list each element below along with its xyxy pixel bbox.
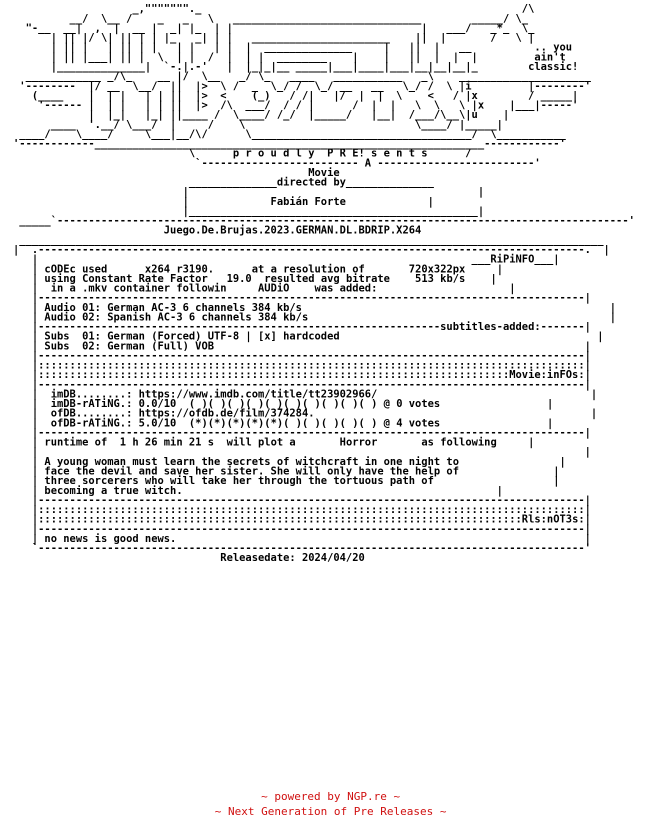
runtime-value: 1 h 26 min 21 s [119, 436, 215, 449]
page-rule-bottom: `-------------------------------------------------------------------------------------------' [50, 215, 635, 228]
imdb-rating-value: 0.0/10 [138, 398, 177, 411]
releasedate-label: Releasedate: [220, 552, 296, 565]
ofdb-link[interactable]: https://ofdb.de/film/374284. [138, 407, 315, 420]
plot-line-1: A young woman must learn the secrets of witchcraft in one night to [44, 456, 459, 469]
plot-label: will plot a [226, 436, 296, 449]
imdb-rating-label: imDB-rATiNG.: [50, 398, 133, 411]
audio-track-02: Audio 02: Spanish AC-3 6 channels 384 kb/s [44, 311, 309, 324]
added-label: was added: [314, 282, 378, 295]
release-notes: no news is good news. [44, 533, 177, 546]
bitrate-value: 513 kb/s [415, 273, 466, 286]
a-label: A [364, 157, 372, 170]
ofdb-label: ofDB........: [50, 407, 133, 420]
powered-by-text[interactable]: ~ powered by NGP.re ~ [261, 790, 401, 803]
section-movie-info: Movie:inFOs: [509, 369, 585, 382]
audio-word: AUDiO [258, 282, 290, 295]
container-label: in a .mkv container followin [50, 282, 227, 295]
plot-line-2: face the devil and save her sister. She will only have the help of [44, 465, 459, 478]
tagline-text: ~ Next Generation of Pre Releases ~ [214, 805, 447, 818]
imdb-rating-stars: ( )( )( )( )( )( )( )( )( )( ) [188, 398, 378, 411]
section-release-notes: Rls:nOT3s: [521, 513, 585, 526]
subtitle-track-02: Subs 02: German (Full) VOB [44, 340, 215, 353]
resolution-label: at a resolution of [251, 263, 365, 276]
logo-divider: '------------______________________________________________________________------------' [13, 138, 566, 151]
crf-label: using Constant Rate Factor [44, 273, 208, 286]
subtitle-track-01: Subs 01: German (Forced) UTF-8 | [x] hardcoded [44, 330, 340, 343]
codec-label: cODEc used [44, 263, 108, 276]
releasedate-value: 2024/04/20 [301, 552, 365, 565]
footer-tagline [0, 791, 648, 819]
nfo-document: _,"""""""._ /\ __/ \__ / _ _ \ ______________________________ _____/ \_ "-__ __| , | __ | _| |_ | | | ___/ _*_ \_ | || |/ \| || | | |_ _| | | ______________________ || | / \ | | || | | || | | | | | | | ______________ | || | __ .. you | || |___| || | \ | | / | | | ________ | | || | | | ain't |______________| `-.|.-' | |_|_|__ _____|___|____|___|__|__|__|_ classic! ____________ _/\_ __ |/ \__ _/ \_ ____ ___________ _\ _____________________ '-------- |/ __ \__/ || |> \ / _ \_/ / \_/ __ __ \_/ / \ |i |--------' (____ | | | | | || |> < (_) / /| |/ | | \ < / |x / _____| '------ | | | | | || |> /\ ___/ / / | / | | \ \ \ |x |___|-----' | |_| |_| ||____ / \____/ /_/ |_____/ |__| /___/\__\|u | ____ '.__/ \___/ | / \ \____/ |_____| ____/ \____/ \___|__/\/ \___________________________________/ \___________ '------------______________________________________________________________------------' \ p r o u d l y P R E! s e n t s / `------------------------- A -------------------------' Movie ______________directed by______________ | | | Fabián Forte | |______________________________________________| _____`-------------------------------------------------------------------------------------------' Juego.De.Brujas.2023.GERMAN.DL.BDRIP.X264 _____________________________________________________________________________________________ | .---------------------------------------------------------------------------------------. | | ___RiPiNFO___| | cODEc used x264 r3190. at a resolution of 720x322px | | using Constant Rate Factor 19.0 resulted avg bitrate 513 kb/s | | in a .mkv container followin AUDiO was added: | |---------------------------------------------------------------------------------------| | Audio 01: German AC-3 6 channels 384 kb/s | | Audio 02: Spanish AC-3 6 channels 384 kb/s | |----------------------------------------------------------------subtitles-added:-------| | Subs 01: German (Forced) UTF-8 | [x] hardcoded | | Subs 02: German (Full) VOB | |---------------------------------------------------------------------------------------| |:::::::::::::::::::::::::::::::::::::::::::::::::::::::::::::::::::::::::::::::::::::::| |:::::::::::::::::::::::::::::::::::::::::::::::::::::::::::::::::::::::::::Movie:inFOs:| |---------------------------------------------------------------------------------------| | imDB........: https://www.imdb.com/title/tt23902966/ | | imDB-rATiNG.: 0.0/10 ( )( )( )( )( )( )( )( )( )( ) @ 0 votes | | ofDB........: https://ofdb.de/film/374284. | | ofDB-rATiNG.: 5.0/10 (*)(*)(*)(*)(*)( )( )( )( )( ) @ 4 votes | |---------------------------------------------------------------------------------------| | runtime of 1 h 26 min 21 s will plot a Horror as following | | | | A young woman must learn the secrets of witchcraft in one night to | | face the devil and save her sister. She will only have the help of | | three sorcerers who will take her through the tortuous path of | | becoming a true witch. | |---------------------------------------------------------------------------------------| |:::::::::::::::::::::::::::::::::::::::::::::::::::::::::::::::::::::::::::::::::::::::| |:::::::::::::::::::::::::::::::::::::::::::::::::::::::::::::::::::::::::::::Rls:nOT3s:| |---------------------------------------------------------------------------------------| | no news is good news. | `---------------------------------------------------------------------------------------' Releasedate: 2024/04/20 [13, 3, 635, 565]
witchcraft-ascii-logo: _,"""""""._ /\ __/ \__ / _ _ \ ______________________________ _____/ \_ "-__ __| , | __ | _| |_ | | | ___/ _*_ \_ | || |/ \| || | | |_ _| | | ______________________ || | / \ | | || | | || | | | | | | | ______________ | || | __ .. you | || |___| || | \ | | / | | | ________ | | || | | | ain't |______________| `-.|.-' | |_|_|__ _____|___|____|___|__|__|__|_ classic! ____________ _/\_ __ |/ \__ _/ \_ ____ ___________ _\ _____________________ '-------- |/ __ \__/ || |> \ / _ \_/ / \_/ __ __ \_/ / \ |i |--------' (____ | | | | | || |> < (_) / /| |/ | | \ < / |x / _____| '------ | | | | | || |> /\ ___/ / / | / | | \ \ \ |x |___|-----' | |_| |_| ||____ / \____/ /_/ |_____/ |__| /___/\__\|u | ____ '.__/ \___/ | / \ \____/ |_____| ____/ \____/ \___|__/\/ \___________________________________/ \___________ [19, 3, 591, 141]
ofdb-rating-stars: (*)(*)(*)(*)(*)( )( )( )( )( ) [188, 417, 378, 430]
movie-label: Movie [308, 167, 340, 180]
codec-value: x264 r3190. [144, 263, 215, 276]
ofdb-rating-value: 5.0/10 [138, 417, 177, 430]
subtitles-added-label: subtitles-added: [440, 321, 541, 334]
info-box-top: ___________________________________________________________________________________________ [25, 234, 598, 247]
ofdb-votes: @ 4 votes [383, 417, 441, 430]
directed-by-label: directed by [276, 176, 346, 189]
imdb-votes: @ 0 votes [383, 398, 441, 411]
imdb-label: imDB........: [50, 388, 133, 401]
resolution-value: 720x322px [408, 263, 466, 276]
ofdb-rating-label: ofDB-rATiNG.: [50, 417, 133, 430]
crf-value: 19.0 [226, 273, 252, 286]
plot-line-3: three sorcerers who will take her through the tortuous path of [44, 475, 434, 488]
genre: Horror [339, 436, 378, 449]
imdb-link[interactable]: https://www.imdb.com/title/tt23902966/ [138, 388, 378, 401]
runtime-label: runtime of [44, 436, 108, 449]
release-name: Juego.De.Brujas.2023.GERMAN.DL.BDRIP.X264 [163, 224, 422, 237]
audio-track-01: Audio 01: German AC-3 6 channels 384 kb/s [44, 301, 302, 314]
following-label: as following [421, 436, 497, 449]
section-ripinfo: RiPiNFO [490, 253, 535, 266]
director-name: Fabián Forte [270, 196, 346, 209]
plot-line-4: becoming a true witch. [44, 484, 183, 497]
bitrate-label: resulted avg bitrate [264, 273, 390, 286]
proudly-presents: p r o u d l y P R E! s e n t s [232, 147, 428, 160]
